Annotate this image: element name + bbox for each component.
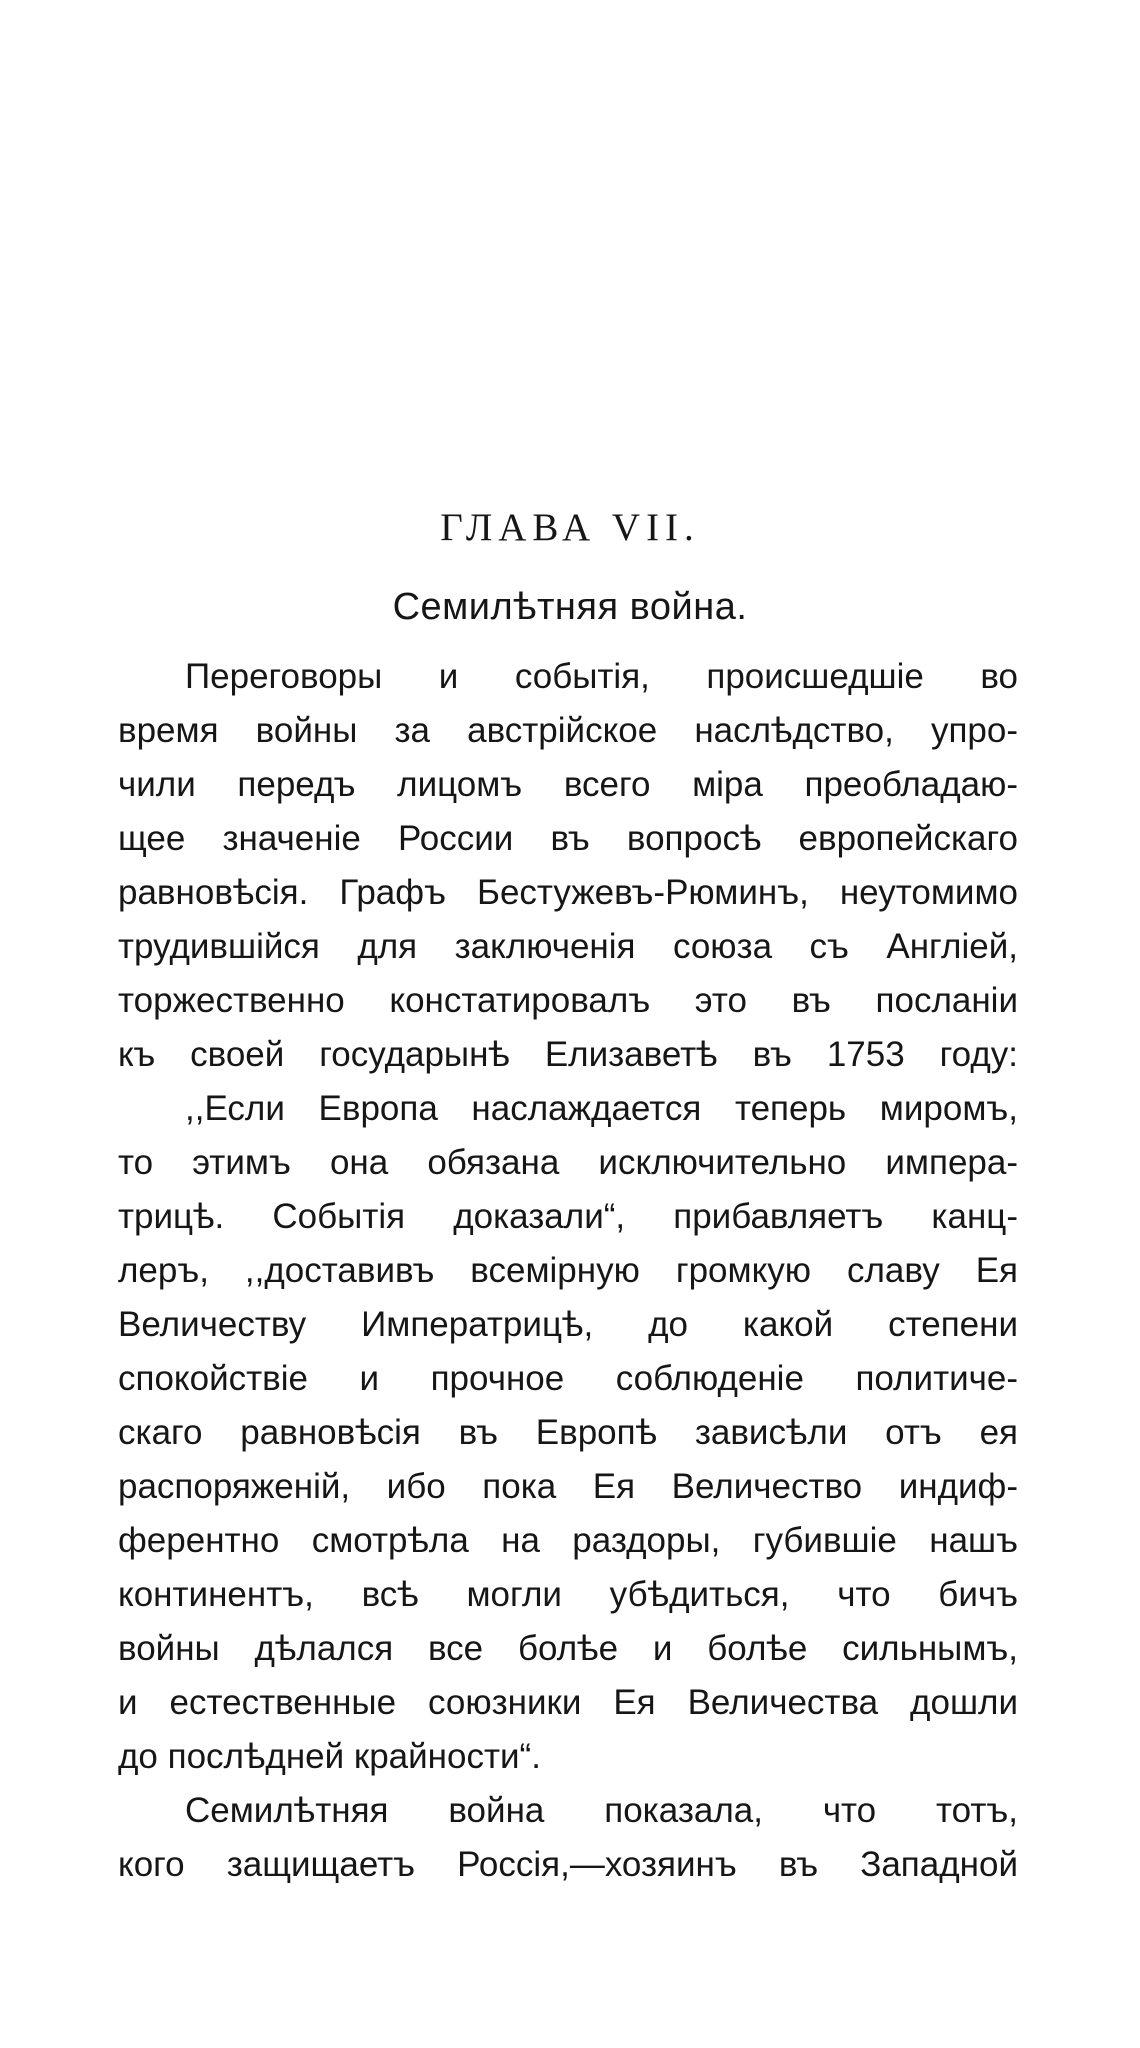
- text-line: щее значеніе России въ вопросѣ европейскаго: [118, 819, 1018, 858]
- text-line: трудившійся для заключенія союза съ Англіей,: [118, 927, 1018, 966]
- text-line: войны дѣлался все болѣе и болѣе сильнымъ,: [118, 1629, 1018, 1668]
- text-line: леръ, ,,доставивъ всемірную громкую славу Ея: [118, 1251, 1018, 1290]
- chapter-number: ГЛАВА VII.: [440, 506, 700, 549]
- text-line: чили передъ лицомъ всего міра преобладаю-: [118, 765, 1018, 804]
- text-line: къ своей государынѣ Елизаветѣ въ 1753 году:: [118, 1035, 1018, 1074]
- text-line: трицѣ. Событія доказали“, прибавляетъ канц-: [118, 1197, 1018, 1236]
- text-line: ,,Если Европа наслаждается теперь миромъ,: [185, 1089, 1018, 1128]
- text-line: время войны за австрійское наслѣдство, упро-: [118, 711, 1018, 750]
- chapter-title: Семилѣтняя война.: [392, 586, 748, 628]
- text-line: распоряженій, ибо пока Ея Величество индиф-: [118, 1467, 1018, 1506]
- text-line: и естественные союзники Ея Величества дошли: [118, 1683, 1018, 1722]
- text-line: кого защищаетъ Россія,—хозяинъ въ Западной: [118, 1845, 1018, 1884]
- text-line: Переговоры и событія, происшедшіе во: [185, 657, 1018, 696]
- text-line: то этимъ она обязана исключительно импера-: [118, 1143, 1018, 1182]
- text-line: скаго равновѣсія въ Европѣ зависѣли отъ ея: [118, 1413, 1018, 1452]
- text-line: Семилѣтняя война показала, что тотъ,: [185, 1791, 1018, 1830]
- text-line: спокойствіе и прочное соблюденіе политиче-: [118, 1359, 1018, 1398]
- text-line: равновѣсія. Графъ Бестужевъ-Рюминъ, неутомимо: [118, 873, 1018, 912]
- text-line: ферентно смотрѣла на раздоры, губившіе нашъ: [118, 1521, 1018, 1560]
- text-line: континентъ, всѣ могли убѣдиться, что бичъ: [118, 1575, 1018, 1614]
- text-line: до послѣдней крайности“.: [118, 1737, 541, 1776]
- text-line: Величеству Императрицѣ, до какой степени: [118, 1305, 1018, 1344]
- text-line: торжественно констатировалъ это въ посланіи: [118, 981, 1018, 1020]
